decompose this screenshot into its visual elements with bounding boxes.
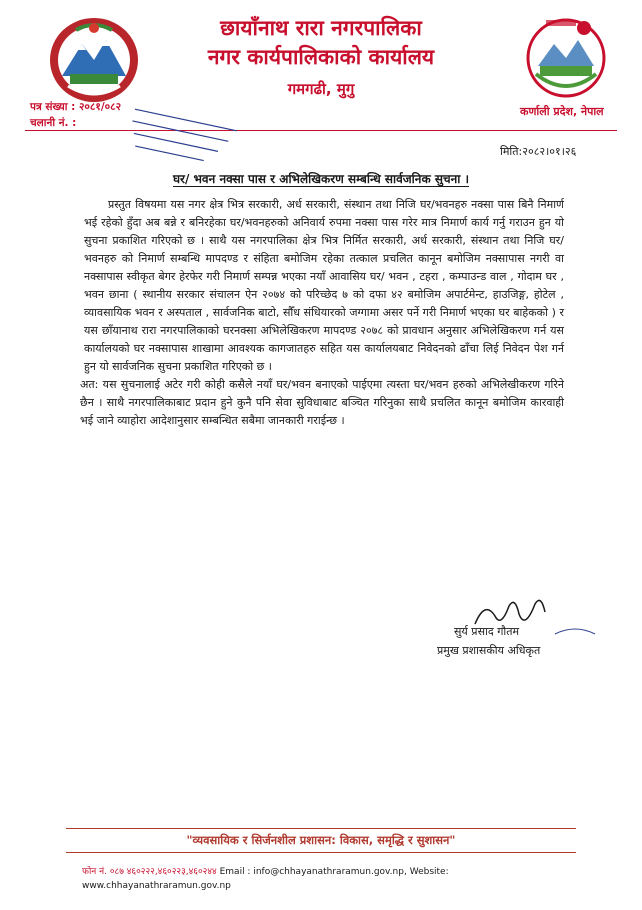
office-location: गमगढी, मुगु (287, 80, 355, 98)
office-name: नगर कार्यपालिकाको कार्यालय (207, 45, 435, 69)
footer-website-link[interactable]: www.chhayanathraramun.gov.np (82, 881, 231, 891)
signatory-name: सुर्य प्रसाद गौतम (454, 625, 520, 638)
office-stamp-icon (124, 108, 244, 168)
footer-email[interactable]: Email : info@chhayanathraramun.gov.np, (219, 867, 407, 877)
header-divider (25, 130, 617, 131)
footer-divider-bottom (66, 852, 576, 853)
letter-number: पत्र संख्या : २०८१/०८२ (30, 101, 122, 113)
signatory-title: प्रमुख प्रशासकीय अधिकृत (437, 644, 541, 657)
dispatch-number: चलानी नं. : (30, 117, 77, 129)
municipality-logo-icon (522, 14, 610, 100)
footer-phone: फोन नं. ०८७ ४६०२२२,४६०२२३,४६०२४४ (82, 867, 217, 877)
notice-subject (0, 170, 642, 187)
municipality-name: छायाँनाथ रारा नगरपालिका (220, 16, 422, 40)
nepal-emblem-icon (48, 16, 140, 104)
notice-subject-text: घर/ भवन नक्सा पास र अभिलेखिकरण सम्बन्धि सार्वजनिक सुचना । (172, 172, 470, 186)
province-label: कर्णाली प्रदेश, नेपाल (520, 105, 604, 118)
footer-divider-top (66, 828, 576, 829)
body-paragraph-1: प्रस्तुत विषयमा यस नगर क्षेत्र भित्र सरकारी, अर्ध सरकारी, संस्थान तथा निजि घर/भवनहरु नक्सा पास बिनै निमार्ण भई रहेको हुँदा अब बन्ने र बनिरहेका घर/भवनहरुको अनिवार्य रुपमा नक्सा पास गरेर मात्र निमार्ण कार्य गर्नु गराउन हुन यो सुचना प्रकाशित गरिएको छ । साथै यस नगरपालिका क्षेत्र भित्र निर्मित सरकारी, अर्ध सरकारी, संस्थान तथा निजि घर/भवनहरु को निमार्ण सम्बन्धि मापदण्ड र संहिता बमोजिम रहेका तत्काल प्रचलित कानून बमोजिम नक्सापास नगरी वा नक्सापास स्वीकृत बेगर हेरफेर गरी निमार्ण सम्पन्न भएका नयाँ आवासिय घर/ भवन , टहरा , कम्पाउन्ड वाल , गोदाम घर , भवन छाना ( स्थानीय सरकार संचालन ऐन २०७४ को परिच्छेद ७ को दफा ४२ बमोजिम अपार्टमेन्ट, हाउजिङ्ग, होटेल , व्यावसायिक भवन र अस्पताल , सार्वजनिक बाटो, सौँध संधियारको जग्गामा असर पर्ने गरी निमार्ण भएका घर बाहेकको ) र यस छाँयानाथ रारा नगरपालिकाको घरनक्सा अभिलेखिकरण मापदण्ड २०७८ को प्रावधान अनुसार अभिलेखिकरण गर्न यस कार्यालयको घर नक्सापास शाखामा आवश्यक कागजातहरु सहित यस कार्यालयबाट निवेदनको ढाँचा लिई निवेदन पेश गर्न हुन यो सार्वजनिक सुचना प्रकाशित गरिएको छ । (84, 198, 564, 373)
letter-date: मिति:२०८२।०१।२६ (500, 145, 577, 158)
notice-body (80, 196, 564, 430)
footer-contact (82, 864, 449, 877)
footer-website-label: Website: (409, 867, 449, 877)
body-paragraph-2: अत: यस सुचनालाई अटेर गरी कोही कसैले नयाँ घर/भवन बनाएको पाईएमा त्यस्ता घर/भवन हरुको अभिलेखीकरण गरिने छैन । साथै नगरपालिकाबाट प्रदान हुने कुनै पनि सेवा सुविधाबाट बञ्चित गरिनुका साथै प्रचलित कानून बमोजिम कारवाही भई जाने व्याहोरा आदेशानुसार सम्बन्धित सबैमा जानकारी गराईन्छ । (80, 378, 564, 427)
footer-tagline: "व्यवसायिक र सिर्जनशील प्रशासन: विकास, समृद्धि र सुशासन" (186, 833, 456, 847)
